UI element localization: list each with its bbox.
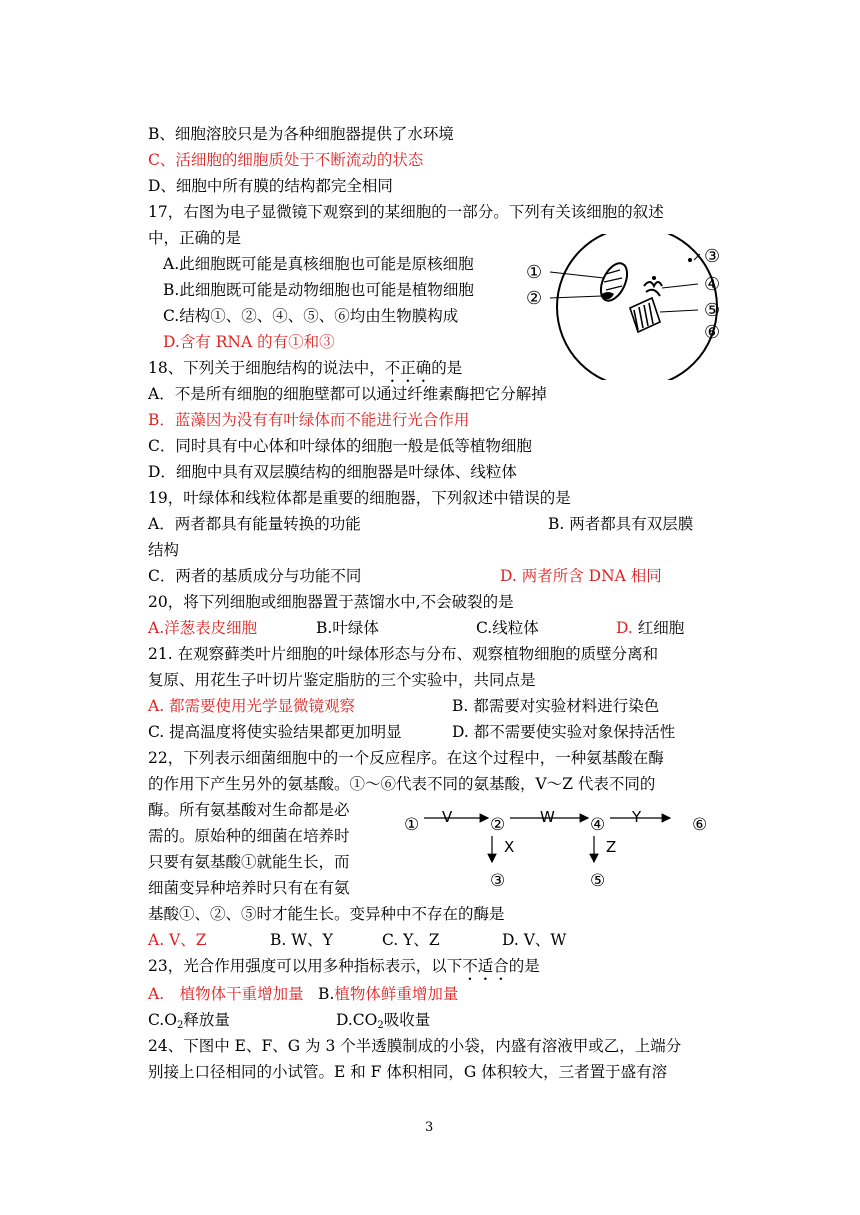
pathway-node-6: ⑥ (692, 815, 708, 835)
q23-option-a: A. 植物体干重增加量 (148, 985, 304, 1003)
q18-option-a: A．不是所有细胞的细胞壁都可以通过纤维素酶把它分解掉 (148, 385, 547, 403)
q23-option-d: $D.CO_2$吸收量 (336, 1011, 431, 1031)
golgi (644, 282, 662, 296)
centriole (602, 292, 614, 299)
q16-option-b: B、细胞溶胶只是为各种细胞器提供了水环境 (148, 125, 454, 143)
q20-option-d: D. 红细胞 (616, 619, 685, 637)
q22-option-c: C. Y、Z (382, 931, 440, 949)
cell-label-4: ④ (704, 274, 721, 295)
q24-stem-line1: 24、下图中 E、F、G 为 3 个半透膜制成的小袋，内盛有溶液甲或乙，上端分 (148, 1037, 682, 1055)
enzyme-z: Z (606, 838, 617, 856)
q21-option-c: C. 提高温度将使实验结果都更加明显 (148, 723, 402, 741)
q23-stem-emphasis: 不适合 (462, 957, 509, 975)
q22-stem-line7: 基酸①、②、⑤时才能生长。变异种中不存在的酶是 (148, 905, 505, 923)
page-number: 3 (425, 1120, 434, 1135)
pathway-node-3: ③ (490, 871, 506, 891)
q22-option-b: B. W、Y (270, 931, 333, 949)
q23-stem: 23，光合作用强度可以用多种指标表示，以下不适合的是 (148, 957, 540, 975)
q24-stem-line2: 别接上口径相同的小试管。E 和 F 体积相同，G 体积较大，三者置于盛有溶 (148, 1063, 668, 1081)
q19-option-b-cont: 结构 (148, 541, 180, 559)
cell-label-3: ③ (704, 246, 721, 267)
enzyme-w: W (540, 808, 555, 826)
q17-option-a: A.此细胞既可能是真核细胞也可能是原核细胞 (163, 255, 474, 273)
q19-option-d: D. 两者所含 DNA 相同 (500, 567, 662, 585)
q17-stem-line1: 17，右图为电子显微镜下观察到的某细胞的一部分。下列有关该细胞的叙述 (148, 203, 664, 221)
q18-stem: 18、下列关于细胞结构的说法中，不正确的是 (148, 359, 463, 377)
enzyme-y: Y (632, 808, 642, 826)
q18-option-b: B．蓝藻因为没有有叶绿体而不能进行光合作用 (148, 411, 470, 429)
q20-option-c: C.线粒体 (476, 619, 539, 637)
q20-option-a: A.洋葱表皮细胞 (148, 619, 258, 637)
q18-option-d: D．细胞中具有双层膜结构的细胞器是叶绿体、线粒体 (148, 463, 517, 481)
q19-stem: 19，叶绿体和线粒体都是重要的细胞器，下列叙述中错误的是 (148, 489, 571, 507)
q19-option-c: C．两者的基质成分与功能不同 (148, 567, 362, 585)
q23-option-b: B.植物体鲜重增加量 (318, 985, 459, 1003)
q22-option-d: D. V、W (502, 931, 567, 949)
cell-label-1: ① (526, 262, 543, 283)
q21-stem-line2: 复原、用花生子叶切片鉴定脂肪的三个实验中，共同点是 (148, 671, 536, 689)
cell-outline (557, 234, 717, 380)
enzyme-v: V (442, 808, 453, 826)
q18-stem-emphasis: 不正确 (384, 359, 432, 377)
cell-label-6: ⑥ (704, 322, 721, 343)
q20-stem: 20，将下列细胞或细胞器置于蒸馏水中,不会破裂的是 (148, 593, 514, 611)
q22-stem-line5: 只要有氨基酸①就能生长，而 (148, 853, 350, 871)
q21-option-d: D. 都不需要使实验对象保持活性 (452, 723, 676, 741)
mitochondrion (596, 259, 633, 305)
q17-option-d: D.含有 RNA 的有①和③ (163, 333, 335, 351)
q16-option-c: C、活细胞的细胞质处于不断流动的状态 (148, 151, 424, 169)
q21-option-a: A. 都需要使用光学显微镜观察 (148, 697, 356, 715)
cell-diagram (522, 234, 728, 380)
q19-option-a: A．两者都具有能量转换的功能 (148, 515, 361, 533)
q17-option-b: B.此细胞既可能是动物细胞也可能是植物细胞 (163, 281, 474, 299)
q21-stem-line1: 21. 在观察藓类叶片细胞的叶绿体形态与分布、观察植物细胞的质壁分离和 (148, 645, 659, 663)
pathway-node-5: ⑤ (590, 871, 606, 891)
pathway-diagram (400, 806, 720, 892)
ribosome (652, 276, 656, 280)
q22-stem-line1: 22，下列表示细菌细胞中的一个反应程序。在这个过程中，一种氨基酸在酶 (148, 749, 664, 767)
endoplasmic-reticulum (630, 298, 660, 332)
q22-stem-line2: 的作用下产生另外的氨基酸。①～⑥代表不同的氨基酸，V～Z 代表不同的 (148, 775, 656, 793)
cell-label-5: ⑤ (704, 300, 721, 321)
pathway-node-1: ① (404, 815, 420, 835)
q22-option-a: A. V、Z (148, 931, 207, 949)
cell-label-2: ② (526, 288, 543, 309)
q23-option-c: $C.O_2$释放量 (148, 1011, 230, 1031)
q17-stem-line2: 中，正确的是 (148, 229, 242, 247)
q18-option-c: C．同时具有中心体和叶绿体的细胞一般是低等植物细胞 (148, 437, 532, 455)
q22-stem-line6: 细菌变异种培养时只有在有氨 (148, 879, 350, 897)
q16-option-d: D、细胞中所有膜的结构都完全相同 (148, 177, 393, 195)
q19-option-b: B. 两者都具有双层膜 (548, 515, 694, 533)
pathway-node-2: ② (490, 815, 506, 835)
q22-stem-line4: 需的。原始种的细菌在培养时 (148, 827, 350, 845)
q21-option-b: B. 都需要对实验材料进行染色 (452, 697, 660, 715)
q17-option-c: C.结构①、②、④、⑤、⑥均由生物膜构成 (163, 307, 459, 325)
enzyme-x: X (504, 838, 515, 856)
q22-stem-line3: 酶。所有氨基酸对生命都是必 (148, 801, 350, 819)
q20-option-b: B.叶绿体 (316, 619, 379, 637)
pathway-node-4: ④ (590, 815, 606, 835)
